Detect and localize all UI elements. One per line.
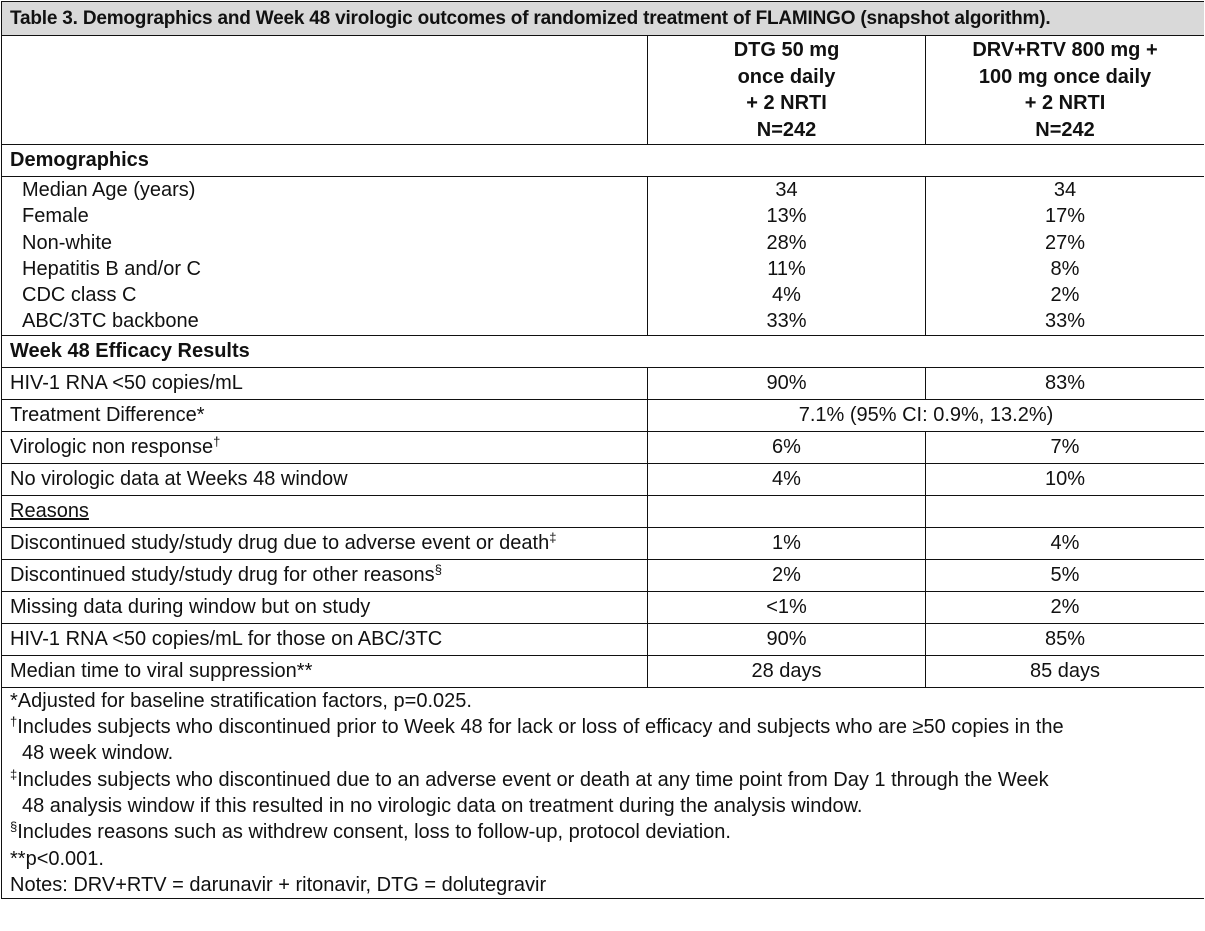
dtg-value: 90% (648, 623, 926, 655)
flamingo-outcomes-table (1, 1, 1204, 899)
row-label: Female (22, 205, 89, 228)
abbreviation-notes: Notes: DRV+RTV = darunavir + ritonavir, DTG = dolutegravir (10, 873, 547, 896)
section-heading-demographics: Demographics (2, 145, 1205, 177)
footnote-mark: ‡ (549, 529, 557, 545)
footnote-mark: † (10, 714, 18, 730)
drv-value: 34 (1053, 179, 1077, 201)
dtg-value: 1% (648, 527, 926, 559)
drv-value: 27% (1044, 231, 1086, 254)
footnote-3-line-1: Includes subjects who discontinued due to an adverse event or death at any time point from Day 1 through the Week (17, 768, 1049, 791)
row-label-cell (2, 431, 648, 463)
dtg-value: 13% (766, 205, 807, 228)
demographics-drv-values (926, 177, 1205, 336)
footnote-3-line-2: 48 analysis window if this resulted in no virologic data on treatment during the analysis window. (22, 794, 863, 817)
table-row (2, 399, 1205, 431)
dtg-header-line-2: once daily (737, 65, 836, 88)
drv-value: 8% (1050, 257, 1080, 280)
footnotes (2, 687, 1205, 898)
table-row (2, 431, 1205, 463)
row-label: Discontinued study/study drug due to adverse event or death (10, 531, 550, 554)
dtg-value: 28% (766, 231, 807, 254)
footnote-5: **p<0.001. (10, 847, 104, 870)
footnote-2-line-2: 48 week window. (22, 742, 174, 765)
treatment-difference-value: 7.1% (95% CI: 0.9%, 13.2%) (648, 399, 1205, 431)
drv-value: 5% (926, 559, 1205, 591)
row-label: Treatment Difference (10, 403, 197, 426)
drv-value: 33% (1044, 310, 1086, 333)
row-label: Median Age (years) (22, 179, 196, 201)
row-label: Virologic non response (10, 435, 214, 458)
drv-value: 2% (1050, 284, 1080, 307)
row-label: HIV-1 RNA <50 copies/mL (2, 367, 648, 399)
row-label-cell (2, 559, 648, 591)
dtg-header-line-1: DTG 50 mg (733, 39, 840, 61)
column-header-dtg (648, 36, 926, 145)
drv-value: 83% (926, 367, 1205, 399)
demographics-labels (2, 177, 648, 336)
dtg-value: 4% (772, 284, 801, 307)
row-label: Median time to viral suppression (10, 659, 297, 682)
header-blank-cell (2, 36, 648, 145)
dtg-value: 6% (648, 431, 926, 463)
table-row (2, 463, 1205, 495)
footnote-1: *Adjusted for baseline stratification factors, p=0.025. (10, 689, 472, 712)
drv-value: 85 days (926, 655, 1205, 687)
dtg-value: 2% (648, 559, 926, 591)
footnote-4 (10, 819, 1196, 845)
footnote-3 (10, 767, 1196, 820)
dtg-value: 11% (767, 257, 806, 280)
table-row (2, 591, 1205, 623)
footnote-2 (10, 714, 1196, 767)
column-header-drv (926, 36, 1205, 145)
drv-value: 85% (926, 623, 1205, 655)
row-label-cell (2, 527, 648, 559)
footnote-mark: * (196, 403, 205, 426)
row-label: ABC/3TC backbone (22, 310, 199, 333)
drv-value: 10% (926, 463, 1205, 495)
demographics-row-group (2, 177, 1205, 336)
row-label: No virologic data at Weeks 48 window (2, 463, 648, 495)
dtg-header-line-3: + 2 NRTI (746, 92, 827, 114)
footnote-2-line-1: Includes subjects who discontinued prior to Week 48 for lack or loss of efficacy and subjects who are ≥50 copies in the (17, 716, 1064, 739)
dtg-value: 33% (766, 310, 807, 333)
dtg-value: 90% (648, 367, 926, 399)
row-label: Non-white (22, 231, 113, 254)
row-label: CDC class C (22, 284, 137, 307)
drv-header-line-1: DRV+RTV 800 mg + (972, 39, 1158, 61)
footnote-mark: § (434, 561, 442, 577)
footnote-4-text: Includes reasons such as withdrew consent, loss to follow-up, protocol deviation. (17, 821, 731, 844)
row-label-cell (2, 495, 648, 527)
row-label: Missing data during window but on study (2, 591, 648, 623)
dtg-value: 34 (775, 179, 798, 201)
table-row (2, 495, 1205, 527)
demographics-dtg-values (648, 177, 926, 336)
table-row (2, 655, 1205, 687)
empty-cell (648, 495, 926, 527)
table-title: Table 3. Demographics and Week 48 virologic outcomes of randomized treatment of FLAMINGO (snapshot algorithm). (2, 2, 1205, 36)
drv-value: 4% (926, 527, 1205, 559)
drv-value: 17% (1044, 205, 1086, 228)
row-label: Hepatitis B and/or C (22, 257, 201, 280)
row-label-cell (2, 655, 648, 687)
section-heading-efficacy: Week 48 Efficacy Results (2, 335, 1205, 367)
row-label: Discontinued study/study drug for other reasons (10, 563, 435, 586)
table-row (2, 527, 1205, 559)
drv-header-line-3: + 2 NRTI (1024, 92, 1106, 114)
dtg-value: 28 days (648, 655, 926, 687)
footnote-mark: § (10, 819, 18, 835)
table-row (2, 559, 1205, 591)
table-row (2, 623, 1205, 655)
dtg-value: <1% (648, 591, 926, 623)
empty-cell (926, 495, 1205, 527)
reasons-label: Reasons (10, 499, 89, 522)
row-label-cell (2, 399, 648, 431)
table-row (2, 367, 1205, 399)
footnote-mark: ** (296, 659, 313, 682)
footnote-mark: † (213, 433, 221, 449)
footnote-mark: ‡ (10, 766, 18, 782)
dtg-header-line-4: N=242 (756, 118, 817, 141)
dtg-value: 4% (648, 463, 926, 495)
drv-value: 2% (926, 591, 1205, 623)
drv-value: 7% (926, 431, 1205, 463)
drv-header-line-4: N=242 (1035, 118, 1095, 141)
drv-header-line-2: 100 mg once daily (978, 65, 1152, 88)
row-label: HIV-1 RNA <50 copies/mL for those on ABC/3TC (2, 623, 648, 655)
